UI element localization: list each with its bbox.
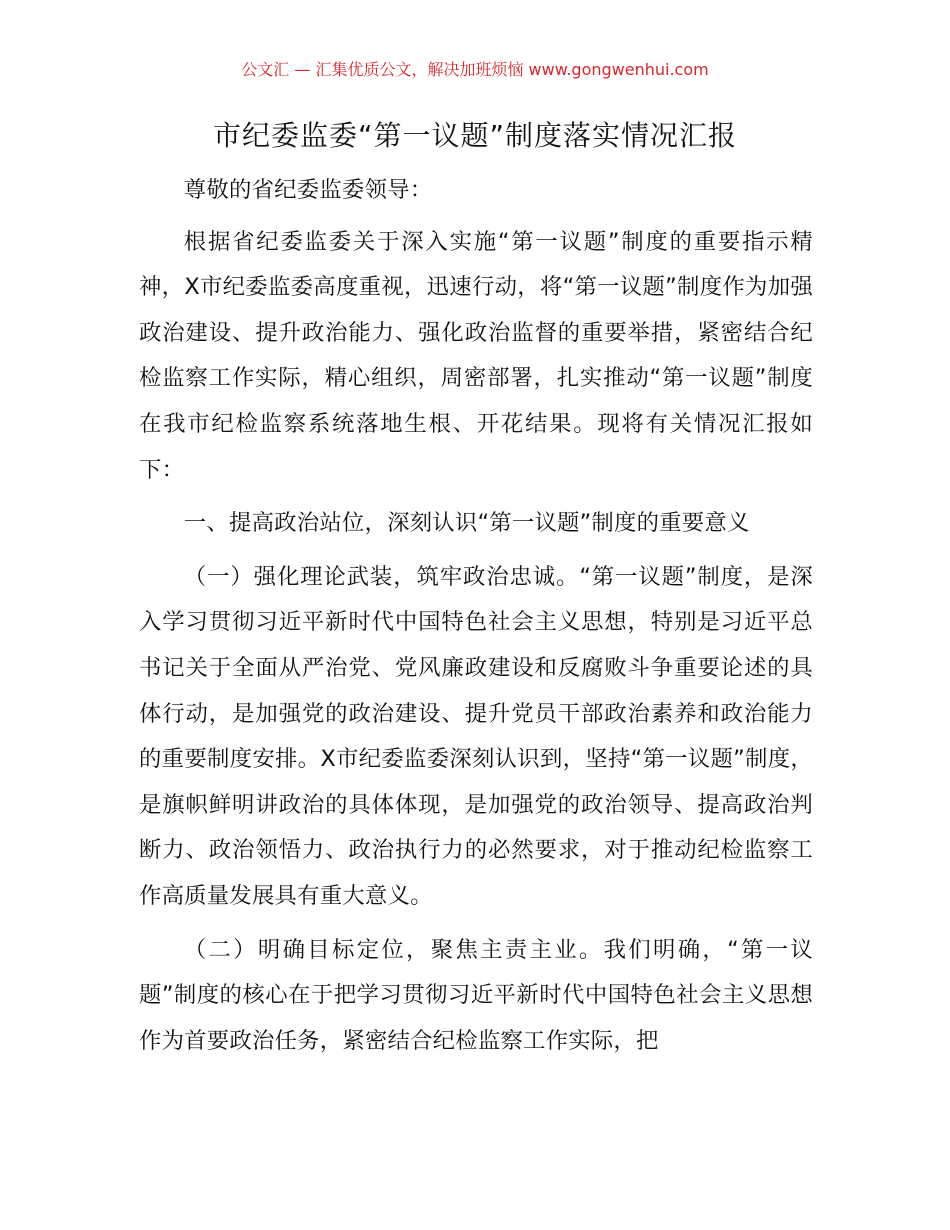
section-heading-1: 一、提高政治站位，深刻认识“第一议题”制度的重要意义 (183, 510, 750, 537)
paragraph-subsection-1: （一）强化理论武装，筑牢政治忠诚。“第一议题”制度，是深入学习贯彻习近平新时代中国特色社会主义思想，特别是习近平总书记关于全面从严治党、党风廉政建设和反腐败斗争重要论述的具体行动，是加强党的政治建设、提升党员干部政治素养和政治能力的重要制度安排。X市纪委监委深刻认识到，坚持“第一议题”制度，是旗帜鲜明讲政治的具体体现，是加强党的政治领导、提高政治判断力、政治领悟力、政治执行力的必然要求，对于推动纪检监察工作高质量发展具有重大意义。 (139, 563, 813, 909)
paragraph-subsection-2: （二）明确目标定位，聚焦主责主业。我们明确，“第一议题”制度的核心在于把学习贯彻习近平新时代中国特色社会主义思想作为首要政治任务，紧密结合纪检监察工作实际，把 (139, 936, 813, 1054)
site-header-banner: 公文汇 — 汇集优质公文，解决加班烦恼 www.gongwenhui.com (241, 60, 709, 79)
salutation: 尊敬的省纪委监委领导： (183, 177, 433, 203)
document-title: 市纪委监委“第一议题”制度落实情况汇报 (212, 119, 737, 152)
paragraph-intro: 根据省纪委监委关于深入实施“第一议题”制度的重要指示精神，X市纪委监委高度重视，迅速行动，将“第一议题”制度作为加强政治建设、提升政治能力、强化政治监督的重要举措，紧密结合纪检监察工作实际，精心组织，周密部署，扎实推动“第一议题”制度在我市纪检监察系统落地生根、开花结果。现将有关情况汇报如下： (139, 228, 813, 483)
document-body (139, 168, 813, 1064)
